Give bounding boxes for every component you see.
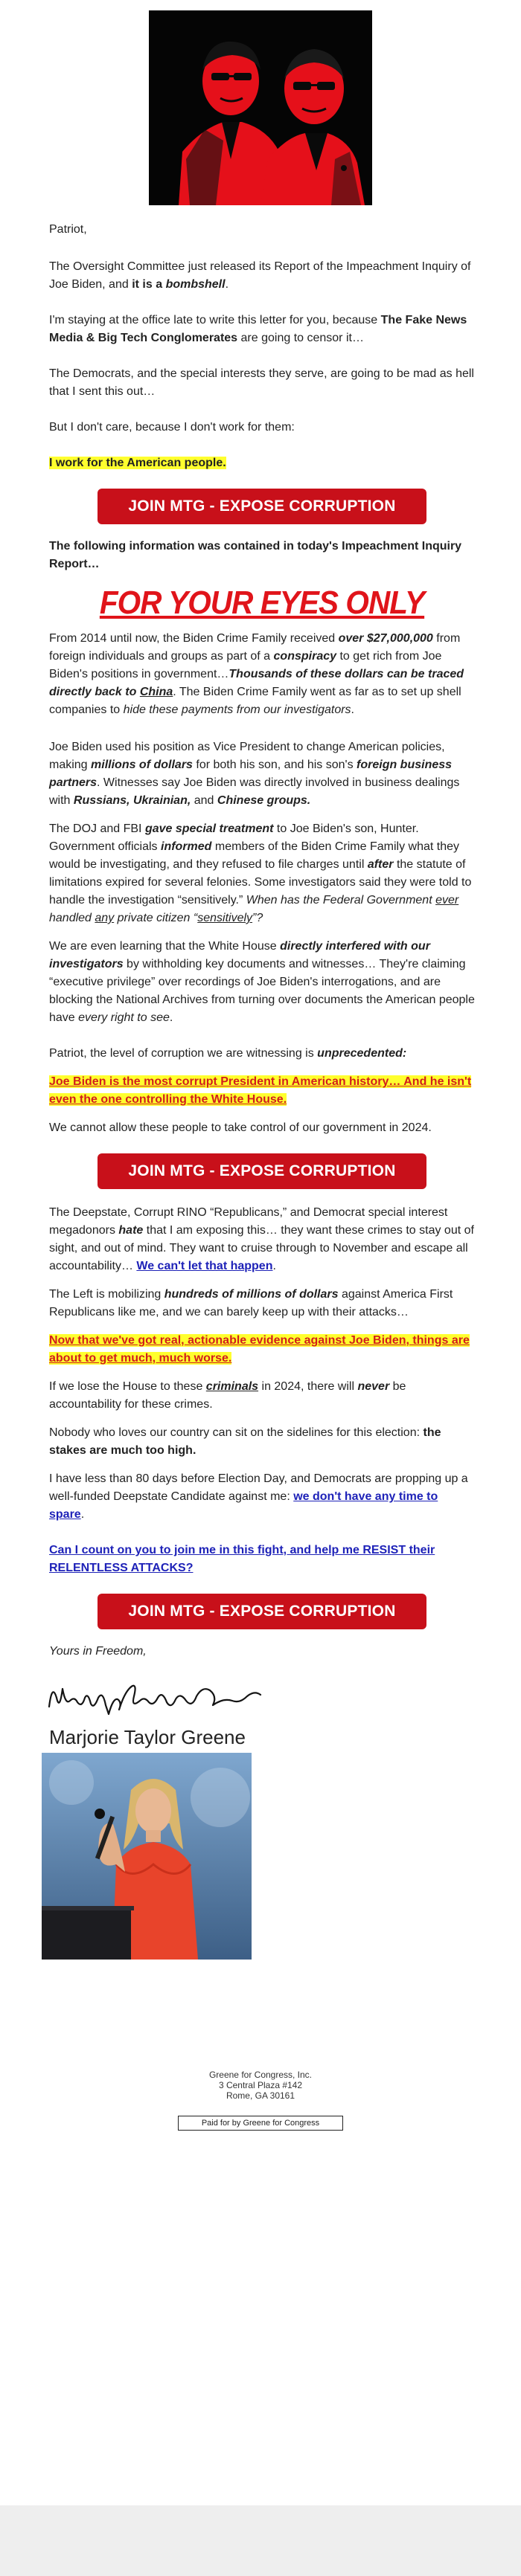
left-paragraph: The Left is mobilizing hundreds of millions of dollars against America First Republicans like me, and we can barely keep up with their attacks… [49,1288,453,1318]
vp-paragraph: Joe Biden used his position as Vice President to change American policies, making millions of dollars for both his son, and his son's foreign business partners. Witnesses say Joe Biden was directly involved in business dealings with Russians, Ukrainian, and Chinese groups. [49,741,460,807]
signature-block [49,1643,475,1748]
work-for-highlight: I work for the American people. [49,457,226,469]
count-on-link-paragraph [49,1542,475,1577]
money-paragraph: From 2014 until now, the Biden Crime Family received over $27,000,000 from foreign individuals and groups as part of a conspiracy to get rich from Joe Biden's positions in government…Thousands of these dollars can be traced directly back to China. The Biden Crime Family went as far as to set up shell companies to hide these payments from our investigators. [49,632,464,716]
days-paragraph: I have less than 80 days before Election Day, and Democrats are propping up a well-funded Deepstate Candidate against me: we don't have any time to spare. [49,1472,468,1521]
letter-body [49,221,475,1629]
level-paragraph: Patriot, the level of corruption we are witnessing is unprecedented: [49,1047,407,1060]
cannot-allow-paragraph: We cannot allow these people to take control of our government in 2024. [49,1121,432,1134]
cta-block-1 [49,489,475,524]
censor-paragraph: I'm staying at the office late to write this letter for you, because The Fake News Media & Big Tech Conglomerates are going to censor it… [49,314,467,344]
report-intro: The following information was contained in today's Impeachment Inquiry Report… [49,540,462,570]
join-mtg-button[interactable]: JOIN MTG - EXPOSE CORRUPTION [98,1153,426,1189]
intro-paragraph: The Oversight Committee just released its Report of the Impeachment Inquiry of Joe Biden, and it is a bombshell. [49,260,471,291]
footer [0,2070,521,2131]
white-house-paragraph: We are even learning that the White House directly interfered with our investigators by withholding key documents and witnesses… They're claiming “executive privilege” over recordings of Joe Biden's interrogations, and are blocking the National Archives from turning over documents the American people have every right to see. [49,940,475,1024]
signature [45,1675,475,1720]
count-on-you-link[interactable]: Can I count on you to join me in this fight, and help me RESIST their RELENTLESS ATTACKS? [49,1544,435,1574]
signer-name: Marjorie Taylor Greene [49,1726,246,1748]
footer-address-1: 3 Central Plaza #142 [218,2080,303,2090]
mad-paragraph: The Democrats, and the special interests they serve, are going to be mad as hell that I sent this out… [49,367,474,398]
join-mtg-button[interactable]: JOIN MTG - EXPOSE CORRUPTION [98,1594,426,1629]
bottom-band [0,2505,521,2576]
cta-block-3 [49,1594,475,1629]
hero-image [149,10,372,205]
portrait-block [42,1753,521,1960]
doj-paragraph: The DOJ and FBI gave special treatment to Joe Biden's son, Hunter. Government officials informed members of the Biden Crime Family what they would be investigating, and they refused to file charges until after the statute of limitations expired for several felonies. Some investigators said they were told to handle the investigation “sensitively.” When has the Federal Government ever handled any private citizen “sensitively”? [49,822,472,924]
paid-for-wrap [0,2116,521,2131]
lose-house-paragraph: If we lose the House to these criminals in 2024, there will never be accountability for these crimes. [49,1380,406,1411]
hero [0,0,521,205]
join-mtg-button[interactable]: JOIN MTG - EXPOSE CORRUPTION [98,489,426,524]
cant-let-happen-link[interactable]: We can't let that happen [136,1260,273,1272]
for-your-eyes-only-heading: FOR YOUR EYES ONLY [99,585,425,621]
greeting: Patriot, [49,223,87,236]
deepstate-paragraph: The Deepstate, Corrupt RINO “Republicans,” and Democrat special interest megadonors hate that I am exposing this… they want these crimes to stay out of sight, and out of mind. They want to cruise through to November and escape all accountability… We can't let that happen. [49,1206,474,1272]
dont-care-paragraph: But I don't care, because I don't work for them: [49,421,295,434]
cta-block-2 [49,1153,475,1189]
evidence-highlight: Now that we've got real, actionable evidence against Joe Biden, things are about to get much, much worse. [49,1334,470,1365]
footer-address-2: Rome, GA 30161 [226,2090,295,2101]
corrupt-highlight: Joe Biden is the most corrupt President in American history… And he isn't even the one controlling the White House. [49,1075,472,1106]
portrait-image [42,1753,252,1960]
paid-for-disclaimer: Paid for by Greene for Congress [178,2116,343,2131]
footer-org: Greene for Congress, Inc. [208,2070,313,2080]
no-time-link[interactable]: we don't have any time to spare [49,1490,438,1521]
sign-off: Yours in Freedom, [49,1645,147,1658]
nobody-paragraph: Nobody who loves our country can sit on the sidelines for this election: the stakes are much too high. [49,1426,441,1457]
